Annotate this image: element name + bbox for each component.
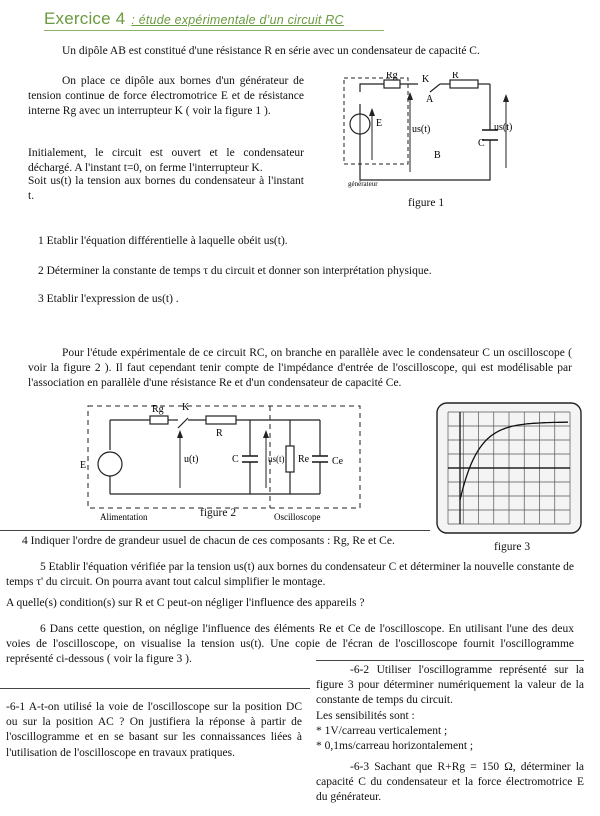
intro-paragraph-1: Un dipôle AB est constitué d'une résistance R en série avec un condensateur de capacité C. <box>62 45 480 57</box>
intro-paragraph-3: Initialement, le circuit est ouvert et le condensateur déchargé. A l'instant t=0, on ferme l'interrupteur K. <box>28 147 304 175</box>
fig2-label-u: u(t) <box>184 454 199 465</box>
fig2-label-r: R <box>216 428 223 439</box>
fig2-label-oscilloscope: Oscilloscope <box>274 512 321 522</box>
question-2: 2 Déterminer la constante de temps τ du circuit et donner son interprétation physique. <box>38 265 432 277</box>
fig1-label-us: us(t) <box>412 124 431 135</box>
exercise-subtitle: : étude expérimentale d’un circuit RC <box>131 13 344 27</box>
fig2-label-k: K <box>182 402 190 413</box>
exercise-number: Exercice 4 <box>44 9 126 28</box>
question-6-2: -6-2 Utiliser l'oscillogramme représenté sur la figure 3 pour déterminer numériquement la valeur de la constante de temps du circuit. <box>316 664 584 707</box>
sensitivities-label: Les sensibilités sont : <box>316 709 415 722</box>
fig1-label-c: C <box>478 138 485 149</box>
fig2-resistor-re <box>286 446 294 472</box>
figure-1-circuit <box>338 72 528 200</box>
fig2-label-ce: Ce <box>332 456 344 467</box>
question-4: 4 Indiquer l'ordre de grandeur usuel de chacun de ces composants : Rg, Re et Ce. <box>22 535 395 547</box>
question-1: 1 Etablir l'équation différentielle à laquelle obéit us(t). <box>38 235 288 247</box>
fig1-label-a: A <box>426 94 434 105</box>
question-6-2-block <box>316 660 584 754</box>
intro-paragraph-2: On place ce dipôle aux bornes d'un générateur de tension continue de force électromotrice E et de résistance interne Rg avec un interrupteur K ( voir la figure 1 ). <box>28 75 304 118</box>
fig2-label-c: C <box>232 454 239 465</box>
fig1-label-rg: Rg <box>386 72 398 81</box>
fig2-label-us: us(t) <box>268 454 285 464</box>
question-6-3: -6-3 Sachant que R+Rg = 150 Ω, déterminer la capacité C du condensateur et la force électromotrice E du générateur. <box>316 761 584 804</box>
fig2-label-alimentation: Alimentation <box>100 512 148 522</box>
title-underline <box>44 30 384 31</box>
exercise-title <box>44 8 344 30</box>
sensitivity-vertical: * 1V/carreau verticalement ; <box>316 724 448 737</box>
fig1-label-generator: générateur <box>348 180 378 188</box>
fig2-generator <box>98 452 122 476</box>
figure-2-caption: figure 2 <box>200 507 237 519</box>
question-6: 6 Dans cette question, on néglige l'influence des éléments Re et Ce de l'oscilloscope. En utilisant l'une des deux voies de l'oscilloscope, on visualise la tension us(t). Une copie de l'écran de l'oscilloscope fournit l'oscillogramme représenté ci-dessous ( voir la figure 3 ). <box>6 623 574 666</box>
fig1-label-b: B <box>434 150 441 161</box>
question-5: 5 Etablir l'équation vérifiée par la tension us(t) aux bornes du condensateur C et déterminer la nouvelle constante de temps τ' du circuit. On pourra avant tout calcul simplifier le montage. <box>6 561 574 589</box>
fig1-label-r: R <box>452 72 459 81</box>
resistor-r <box>450 80 478 88</box>
fig1-label-e: E <box>376 118 383 129</box>
fig2-label-e: E <box>80 460 87 471</box>
question-3: 3 Etablir l'expression de us(t) . <box>38 293 179 305</box>
fig2-resistor-rg <box>150 416 168 424</box>
divider-1 <box>0 530 430 531</box>
fig2-label-rg: Rg <box>152 404 164 415</box>
fig2-resistor-r <box>206 416 236 424</box>
sensitivity-horizontal: * 0,1ms/carreau horizontalement ; <box>316 739 474 752</box>
figure-3-oscillogram <box>436 402 582 534</box>
question-5b: A quelle(s) condition(s) sur R et C peut-on négliger l'influence des appareils ? <box>6 597 365 609</box>
intro-paragraph-4: Soit us(t) la tension aux bornes du condensateur à l'instant t. <box>28 175 304 203</box>
fig1-label-k: K <box>422 74 430 85</box>
fig2-label-re: Re <box>298 454 310 465</box>
part2-paragraph: Pour l'étude expérimentale de ce circuit RC, on branche en parallèle avec le condensateur C un oscilloscope ( voir la figure 2 ). Il faut cependant tenir compte de l'impédance d'entrée de l'oscilloscope, qui est modélisable par l'association en parallèle d'une résistance Re et d'un condensateur de capacité Ce. <box>28 347 572 390</box>
figure-3-caption: figure 3 <box>494 541 531 553</box>
divider-2 <box>0 688 310 689</box>
divider-3 <box>316 660 584 661</box>
resistor-rg <box>384 80 400 88</box>
fig2-switch-k <box>178 418 188 428</box>
question-6-1: -6-1 A-t-on utilisé la voie de l'oscilloscope sur la position DC ou sur la position AC ? On justifiera la réponse à partir de l'oscillogramme et en se basant sur les connaissances liées à l'utilisation de l'oscilloscope en travaux pratiques. <box>6 701 302 759</box>
switch-k <box>430 84 440 92</box>
fig1-label-us-right: us(t) <box>494 122 513 133</box>
figure-1-caption: figure 1 <box>408 197 445 209</box>
